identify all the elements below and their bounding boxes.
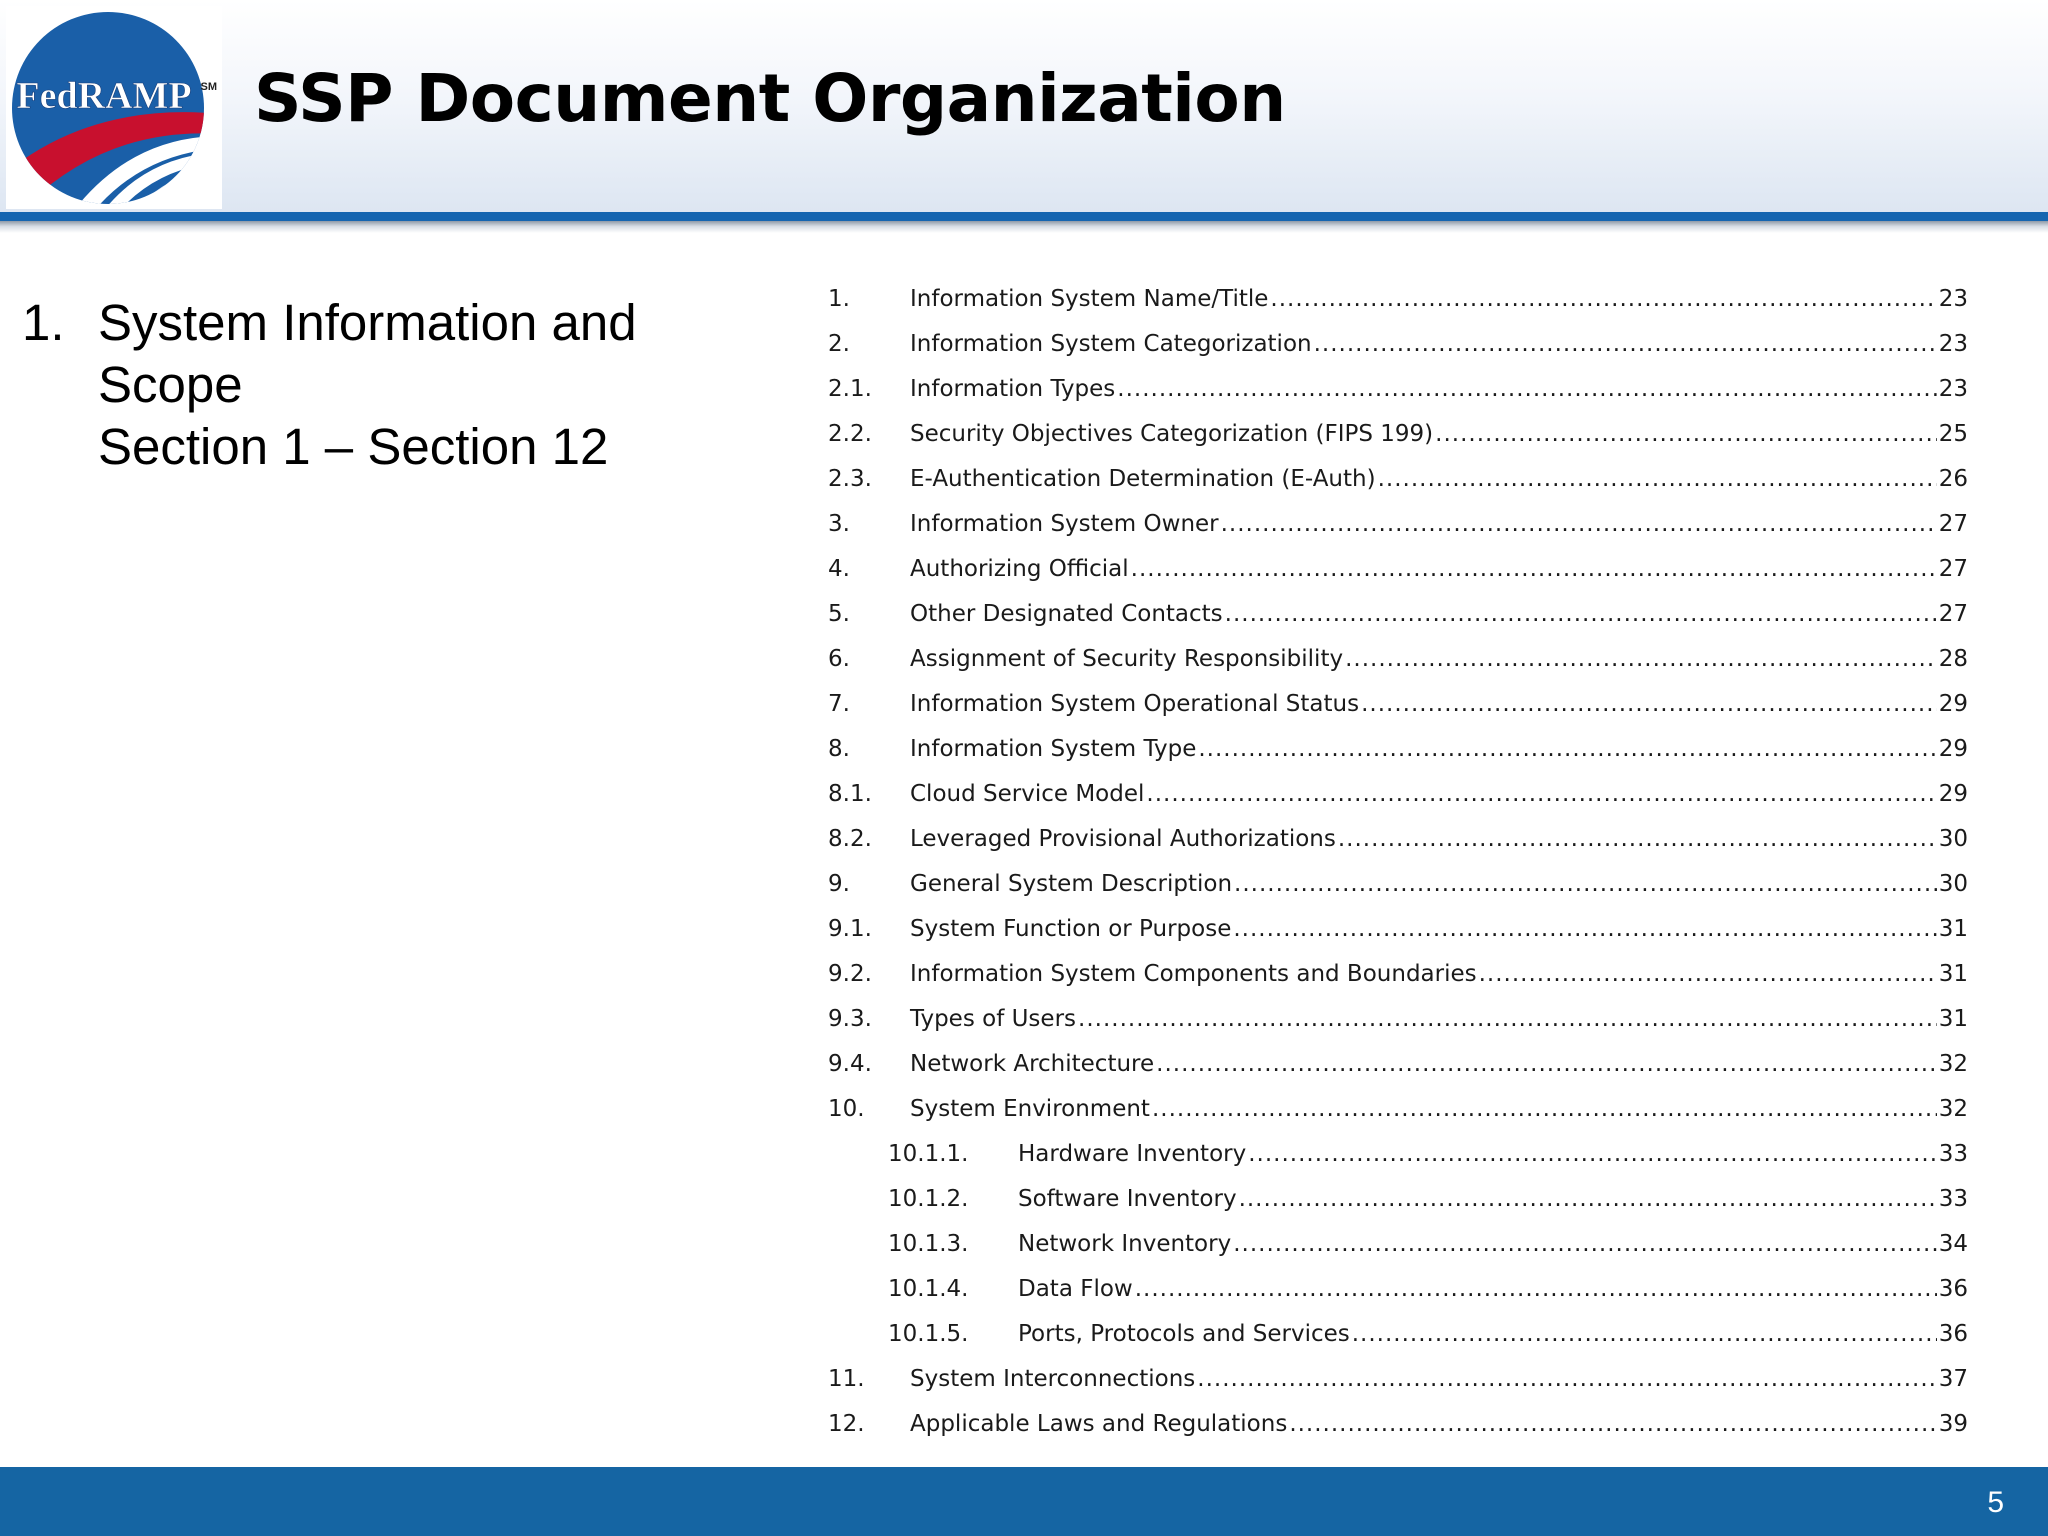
toc-entry-title: Authorizing Official [910, 555, 1129, 582]
page-title: SSP Document Organization [254, 60, 1286, 137]
toc-entry-title: Applicable Laws and Regulations [910, 1410, 1288, 1437]
toc-row[interactable] [828, 1086, 1968, 1131]
toc-entry-title: Software Inventory [1018, 1185, 1237, 1212]
table-of-contents [828, 276, 1968, 1446]
toc-entry-page: 23 [1938, 330, 1968, 357]
toc-row[interactable] [828, 1401, 1968, 1446]
toc-dot-leader [1314, 331, 1937, 357]
toc-entry-number: 9.2. [828, 960, 872, 987]
toc-entry-page: 29 [1938, 735, 1968, 762]
toc-entry-number: 7. [828, 690, 850, 717]
list-line-3: Section 1 – Section 12 [98, 418, 609, 475]
toc-entry-page: 33 [1938, 1140, 1968, 1167]
toc-row[interactable] [828, 321, 1968, 366]
toc-entry-number: 10. [828, 1095, 865, 1122]
toc-entry-page: 29 [1938, 780, 1968, 807]
toc-entry-page: 37 [1938, 1365, 1968, 1392]
toc-dot-leader [1435, 421, 1937, 447]
toc-entry-page: 36 [1938, 1320, 1968, 1347]
logo-service-mark: SM [200, 81, 217, 93]
toc-entry-number: 9.4. [828, 1050, 872, 1077]
toc-row[interactable] [828, 411, 1968, 456]
toc-dot-leader [1197, 1366, 1936, 1392]
toc-dot-leader [1146, 781, 1936, 807]
toc-entry-number: 2.2. [828, 420, 872, 447]
toc-row[interactable] [828, 951, 1968, 996]
toc-row[interactable] [828, 456, 1968, 501]
toc-row[interactable] [828, 816, 1968, 861]
toc-dot-leader [1270, 286, 1936, 312]
toc-row[interactable] [828, 366, 1968, 411]
toc-dot-leader [1338, 826, 1937, 852]
toc-entry-number: 11. [828, 1365, 865, 1392]
toc-entry-number: 4. [828, 555, 850, 582]
fedramp-logo-icon [6, 6, 222, 209]
toc-entry-page: 32 [1938, 1095, 1968, 1122]
toc-entry-number: 5. [828, 600, 850, 627]
toc-row[interactable] [828, 1221, 1968, 1266]
toc-entry-title: Ports, Protocols and Services [1018, 1320, 1350, 1347]
toc-entry-number: 1. [828, 285, 850, 312]
toc-entry-number: 2.1. [828, 375, 872, 402]
toc-dot-leader [1345, 646, 1937, 672]
toc-entry-page: 25 [1938, 420, 1968, 447]
toc-dot-leader [1248, 1141, 1937, 1167]
toc-row[interactable] [828, 1311, 1968, 1356]
toc-entry-page: 36 [1938, 1275, 1968, 1302]
toc-entry-number: 8.2. [828, 825, 872, 852]
toc-dot-leader [1225, 601, 1937, 627]
toc-entry-page: 23 [1938, 375, 1968, 402]
toc-dot-leader [1221, 511, 1937, 537]
toc-entry-title: Information System Operational Status [910, 690, 1360, 717]
toc-entry-title: Network Architecture [910, 1050, 1155, 1077]
toc-row[interactable] [828, 1041, 1968, 1086]
toc-entry-title: General System Description [910, 870, 1233, 897]
toc-row[interactable] [828, 1131, 1968, 1176]
toc-row[interactable] [828, 996, 1968, 1041]
list-item-text [98, 292, 758, 478]
toc-dot-leader [1156, 1051, 1937, 1077]
toc-row[interactable] [828, 501, 1968, 546]
toc-entry-number: 9.3. [828, 1005, 872, 1032]
toc-entry-title: Assignment of Security Responsibility [910, 645, 1344, 672]
toc-entry-title: System Interconnections [910, 1365, 1196, 1392]
toc-row[interactable] [828, 636, 1968, 681]
toc-entry-title: Information Types [910, 375, 1116, 402]
toc-row[interactable] [828, 546, 1968, 591]
toc-dot-leader [1233, 916, 1936, 942]
slide-number: 5 [1987, 1486, 2004, 1519]
toc-entry-number: 10.1.4. [888, 1275, 969, 1302]
toc-entry-page: 26 [1938, 465, 1968, 492]
toc-entry-number: 10.1.3. [888, 1230, 969, 1257]
toc-entry-page: 27 [1938, 600, 1968, 627]
toc-entry-page: 30 [1938, 870, 1968, 897]
toc-row[interactable] [828, 591, 1968, 636]
toc-entry-page: 27 [1938, 510, 1968, 537]
toc-entry-page: 29 [1938, 690, 1968, 717]
toc-dot-leader [1239, 1186, 1937, 1212]
toc-row[interactable] [828, 1266, 1968, 1311]
toc-dot-leader [1152, 1096, 1937, 1122]
toc-entry-page: 39 [1938, 1410, 1968, 1437]
toc-row[interactable] [828, 726, 1968, 771]
footer-band [0, 1467, 2048, 1536]
toc-entry-title: System Function or Purpose [910, 915, 1232, 942]
toc-entry-page: 27 [1938, 555, 1968, 582]
toc-entry-title: E-Authentication Determination (E-Auth) [910, 465, 1376, 492]
toc-row[interactable] [828, 861, 1968, 906]
toc-dot-leader [1361, 691, 1937, 717]
toc-row[interactable] [828, 1356, 1968, 1401]
toc-entry-number: 2. [828, 330, 850, 357]
toc-entry-number: 8. [828, 735, 850, 762]
list-line-1: System Information and [98, 294, 637, 351]
toc-entry-number: 10.1.5. [888, 1320, 969, 1347]
logo-wordmark: FedRAMP [16, 75, 192, 117]
toc-entry-title: Information System Owner [910, 510, 1219, 537]
toc-entry-title: Information System Type [910, 735, 1197, 762]
toc-dot-leader [1233, 1231, 1937, 1257]
toc-row[interactable] [828, 1176, 1968, 1221]
toc-entry-number: 3. [828, 510, 850, 537]
toc-entry-page: 34 [1938, 1230, 1968, 1257]
toc-entry-title: Information System Components and Boundaries [910, 960, 1477, 987]
toc-entry-title: Hardware Inventory [1018, 1140, 1247, 1167]
toc-entry-title: Security Objectives Categorization (FIPS 199) [910, 420, 1434, 447]
toc-entry-title: Network Inventory [1018, 1230, 1232, 1257]
toc-dot-leader [1289, 1411, 1936, 1437]
toc-entry-title: Leveraged Provisional Authorizations [910, 825, 1336, 852]
toc-dot-leader [1117, 376, 1936, 402]
toc-row[interactable] [828, 681, 1968, 726]
header-rule [0, 212, 2048, 221]
toc-entry-number: 12. [828, 1410, 865, 1437]
toc-entry-number: 10.1.1. [888, 1140, 969, 1167]
toc-entry-number: 2.3. [828, 465, 872, 492]
toc-entry-title: System Environment [910, 1095, 1150, 1122]
list-number: 1. [22, 294, 65, 351]
toc-entry-title: Information System Name/Title [910, 285, 1269, 312]
toc-row[interactable] [828, 276, 1968, 321]
toc-entry-title: Other Designated Contacts [910, 600, 1223, 627]
toc-entry-page: 31 [1938, 915, 1968, 942]
toc-entry-title: Data Flow [1018, 1275, 1133, 1302]
toc-entry-number: 9.1. [828, 915, 872, 942]
toc-dot-leader [1479, 961, 1937, 987]
toc-row[interactable] [828, 906, 1968, 951]
toc-entry-number: 9. [828, 870, 850, 897]
toc-dot-leader [1234, 871, 1937, 897]
toc-entry-page: 31 [1938, 1005, 1968, 1032]
toc-entry-number: 6. [828, 645, 850, 672]
toc-entry-page: 30 [1938, 825, 1968, 852]
toc-dot-leader [1352, 1321, 1937, 1347]
toc-dot-leader [1135, 1276, 1937, 1302]
toc-dot-leader [1131, 556, 1937, 582]
toc-entry-title: Information System Categorization [910, 330, 1312, 357]
toc-entry-page: 28 [1938, 645, 1968, 672]
toc-entry-title: Types of Users [910, 1005, 1077, 1032]
toc-row[interactable] [828, 771, 1968, 816]
toc-entry-title: Cloud Service Model [910, 780, 1145, 807]
toc-entry-page: 32 [1938, 1050, 1968, 1077]
toc-entry-page: 31 [1938, 960, 1968, 987]
toc-dot-leader [1198, 736, 1936, 762]
toc-entry-page: 23 [1938, 285, 1968, 312]
toc-entry-page: 33 [1938, 1185, 1968, 1212]
header-rule-shadow [0, 221, 2048, 233]
toc-dot-leader [1378, 466, 1937, 492]
toc-entry-number: 10.1.2. [888, 1185, 969, 1212]
toc-dot-leader [1078, 1006, 1937, 1032]
list-line-2: Scope [98, 356, 243, 413]
fedramp-logo [6, 6, 222, 209]
toc-entry-number: 8.1. [828, 780, 872, 807]
